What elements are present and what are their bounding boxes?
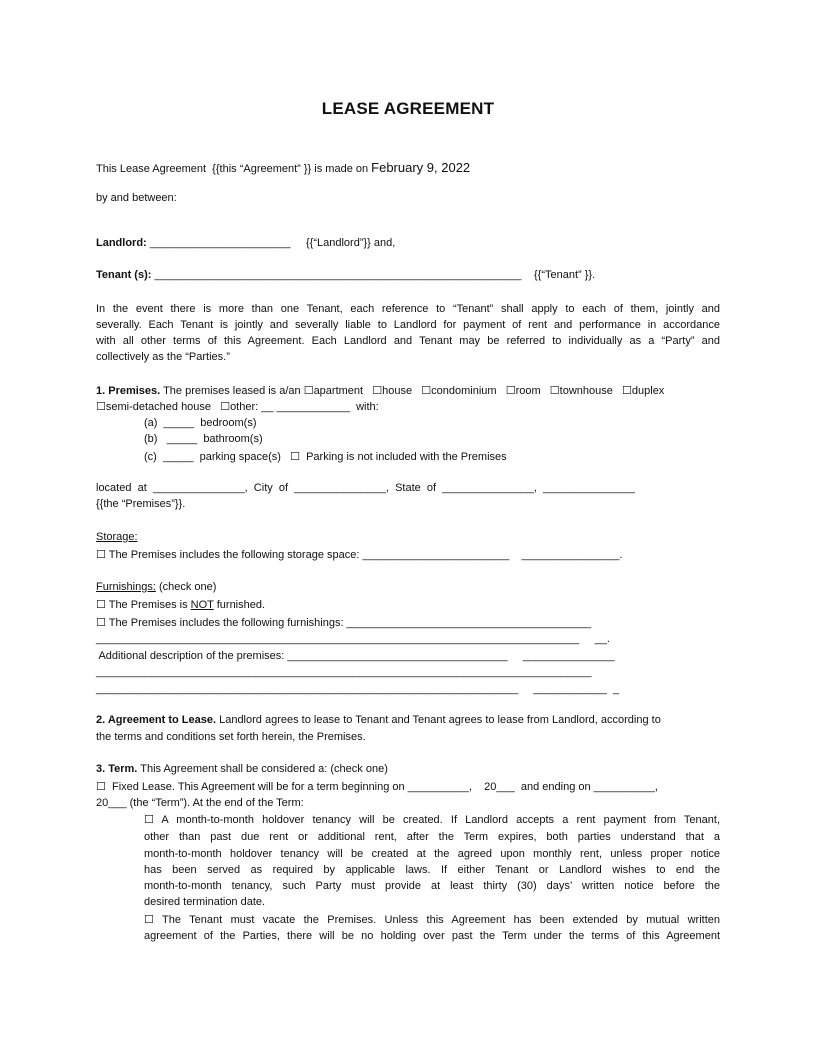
tenant-line bbox=[96, 267, 522, 283]
premises-reference: {{the “Premises”}}. bbox=[96, 498, 186, 510]
furnishings-blank-line[interactable]: _______________________________________________________________________________ __. bbox=[96, 633, 610, 645]
not-furnished-text-c: furnished. bbox=[213, 599, 266, 611]
furnishings-heading: Furnishings: bbox=[96, 581, 156, 593]
by-and-between: by and between: bbox=[96, 192, 177, 204]
premises-bathrooms[interactable]: (b) _____ bathroom(s) bbox=[144, 433, 263, 445]
multi-tenant-line-4: collectively as the “Parties.” bbox=[96, 351, 230, 363]
landlord-label: Landlord: bbox=[96, 237, 147, 249]
furnishings-not-furnished[interactable] bbox=[96, 597, 265, 613]
landlord-blank[interactable]: _______________________ bbox=[146, 237, 291, 249]
tenant-placeholder: {{“Tenant” }}. bbox=[534, 269, 596, 281]
premises-line-1 bbox=[96, 383, 664, 399]
agreement-to-lease-heading: 2. Agreement to Lease. bbox=[96, 714, 217, 726]
agreement-to-lease-line-1 bbox=[96, 712, 661, 728]
premises-types[interactable]: The premises leased is a/an ☐apartment ☐house ☐condominium ☐room ☐townhouse ☐duplex bbox=[160, 385, 665, 397]
multi-tenant-line-2: severally. Each Tenant is jointly and severally liable to Landlord for payment of rent and performance in accordance bbox=[96, 319, 720, 331]
additional-blank-line-1[interactable]: _________________________________________________________________________________ bbox=[96, 666, 592, 678]
furnishings-heading-line bbox=[96, 579, 216, 595]
holdover-line-3: month-to-month holdover tenancy will be created at the agreed upon monthly rent, unless proper notice bbox=[144, 848, 720, 860]
holdover-line-1[interactable]: ☐ A month-to-month holdover tenancy will be created. If Landlord accepts a rent payment from Tenant, bbox=[144, 814, 720, 826]
holdover-line-4: has been served as required by applicable laws. If either Tenant or Landlord wishes to end the bbox=[144, 864, 720, 876]
term-line bbox=[96, 761, 388, 777]
intro-line bbox=[96, 160, 470, 177]
storage-line[interactable]: ☐ The Premises includes the following storage space: ________________________ ________________. bbox=[96, 549, 623, 561]
multi-tenant-line-3: with all other terms of this Agreement. Each Landlord and Tenant may be referred to individually as a “Party” and bbox=[96, 335, 720, 347]
agreement-date: February 9, 2022 bbox=[371, 160, 471, 175]
premises-line-2[interactable]: ☐semi-detached house ☐other: __ ____________ with: bbox=[96, 401, 379, 413]
not-furnished-emphasis: NOT bbox=[190, 599, 214, 611]
premises-heading: 1. Premises. bbox=[96, 385, 161, 397]
fixed-lease-line-1[interactable]: ☐ Fixed Lease. This Agreement will be for a term beginning on __________, 20___ and ending on __________, bbox=[96, 781, 658, 793]
furnishings-includes[interactable]: ☐ The Premises includes the following furnishings: ________________________________________ bbox=[96, 617, 592, 629]
premises-bedrooms[interactable]: (a) _____ bedroom(s) bbox=[144, 417, 257, 429]
holdover-line-2: other than past due rent or additional rent, after the Term expires, both parties understand that a bbox=[144, 831, 720, 843]
vacate-line-1[interactable]: ☐ The Tenant must vacate the Premises. Unless this Agreement has been extended by mutual written bbox=[144, 914, 720, 926]
additional-blank-line-2[interactable]: _____________________________________________________________________ ____________ _ bbox=[96, 683, 620, 695]
tenant-blank[interactable]: ____________________________________________________________ bbox=[151, 269, 522, 281]
agreement-to-lease-text: Landlord agrees to lease to Tenant and Tenant agrees to lease from Landlord, according to bbox=[216, 714, 661, 726]
premises-parking[interactable]: (c) _____ parking space(s) ☐ Parking is not included with the Premises bbox=[144, 451, 507, 463]
storage-heading: Storage: bbox=[96, 531, 138, 543]
landlord-placeholder: {{“Landlord”}} and, bbox=[306, 237, 396, 249]
holdover-line-6: desired termination date. bbox=[144, 896, 266, 908]
landlord-line bbox=[96, 235, 290, 251]
agreement-to-lease-line-2: the terms and conditions set forth herein, the Premises. bbox=[96, 731, 366, 743]
intro-text: This Lease Agreement {{this “Agreement” }} is made on bbox=[96, 163, 372, 175]
term-heading: 3. Term. bbox=[96, 763, 138, 775]
additional-description[interactable]: Additional description of the premises: ____________________________________ _______________ bbox=[96, 650, 615, 662]
multi-tenant-line-1: In the event there is more than one Tenant, each reference to “Tenant” shall apply to each of them, jointly and bbox=[96, 303, 720, 315]
furnishings-note: (check one) bbox=[155, 581, 217, 593]
premises-location[interactable]: located at _______________, City of _______________, State of _______________, _______________ bbox=[96, 482, 635, 494]
holdover-line-5: month-to-month tenancy, such Party must provide at least thirty (30) days’ written notice before the bbox=[144, 880, 720, 892]
document-title: LEASE AGREEMENT bbox=[321, 99, 495, 118]
tenant-label: Tenant (s): bbox=[96, 269, 152, 281]
fixed-lease-line-2[interactable]: 20___ (the “Term”). At the end of the Term: bbox=[96, 797, 304, 809]
not-furnished-text-a: ☐ The Premises is bbox=[96, 599, 191, 611]
vacate-line-2: agreement of the Parties, there will be no holding over past the Term under the terms of this Agreement bbox=[144, 930, 720, 942]
term-intro: This Agreement shall be considered a: (check one) bbox=[137, 763, 388, 775]
